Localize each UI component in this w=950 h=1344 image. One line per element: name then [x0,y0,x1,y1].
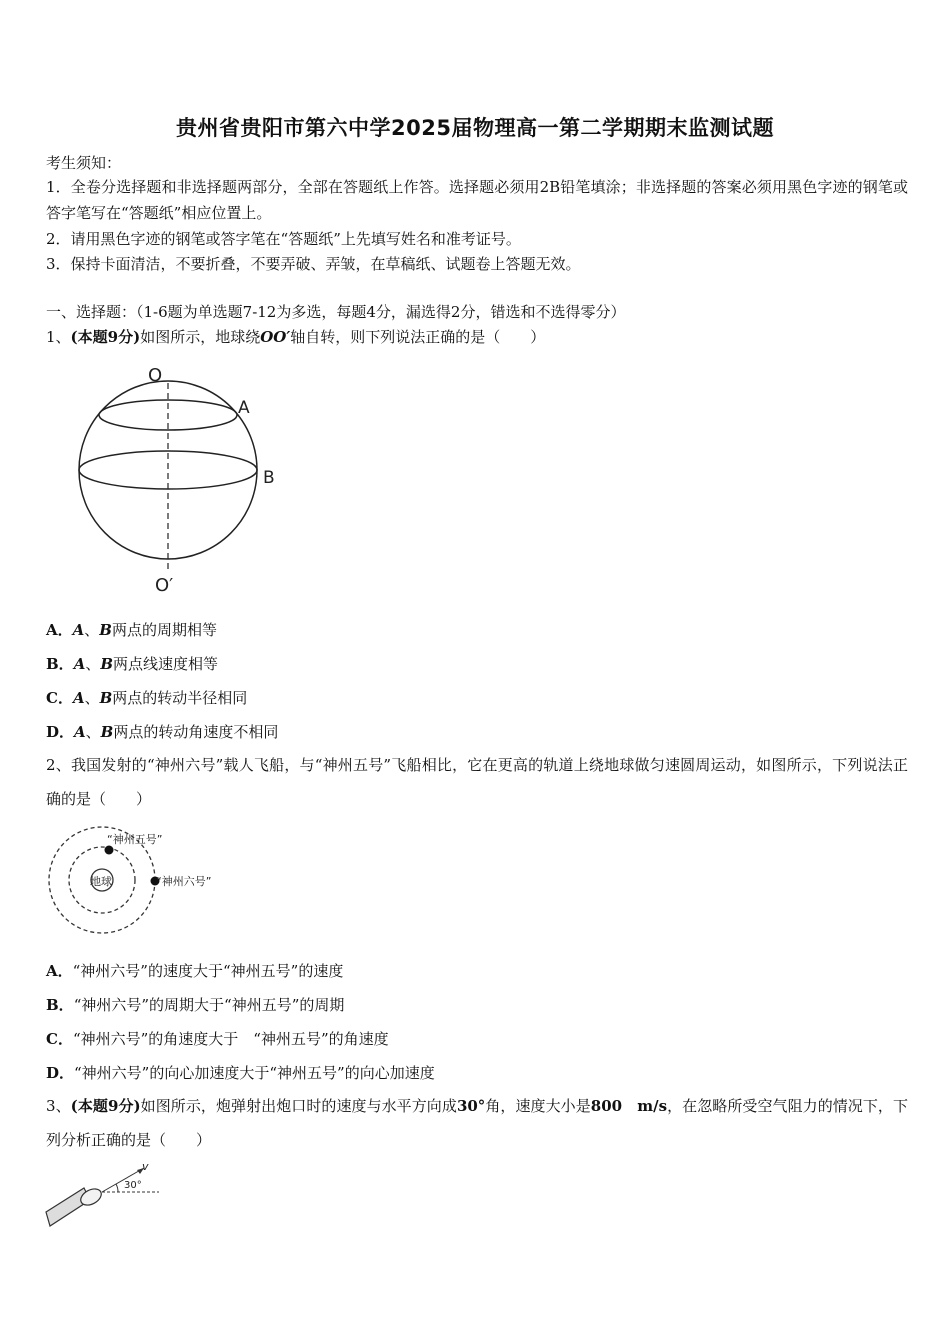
page-title: 贵州省贵阳市第六中学2025届物理高一第二学期期末监测试题 [176,116,774,140]
label-o-prime: O′ [155,575,174,596]
separator: 、 [85,655,101,673]
orbit-figure [44,823,274,938]
stem-part: ，在忽略所受空气阻力的情况下，下列分析正确的是（ ） [46,1097,908,1149]
shenzhou-5-label: “神州五号” [107,833,163,846]
angle-label: 30° [124,1180,142,1191]
section-heading: 一、选择题：（1-6题为单选题7-12为多选，每题4分，漏选得2分，错选和不选得零分） [46,303,626,321]
score-note: (本题9分) [70,328,141,346]
earth-label: 地球 [90,875,112,888]
option-text: 两点的转动角速度不相同 [113,723,279,741]
option-letter: C． [46,689,73,707]
velocity-label: v [142,1160,149,1173]
option-letter: D． [46,1064,75,1082]
option-letter: C． [46,1030,73,1048]
notice-heading: 考生须知： [46,154,122,172]
option-text: “神州六号”的角速度大于 “神州五号”的角速度 [72,1030,389,1048]
notice-item-2: 2．请用黑色字迹的钢笔或答字笔在“答题纸”上先填写姓名和准考证号。 [46,230,521,248]
option-text: “神州六号”的向心加速度大于“神州五号”的向心加速度 [74,1064,435,1082]
separator: 、 [85,723,101,741]
notice-item-1: 1．全卷分选择题和非选择题两部分，全部在答题纸上作答。选择题必须用2B铅笔填涂；非选择题的答案必须用黑色字迹的钢笔或答字笔写在“答题纸”相应位置上。 [46,178,908,222]
option-letter: B． [46,655,74,673]
option-text: 两点的转动半径相同 [112,689,248,707]
notice-item-3: 3．保持卡面清洁，不要折叠，不要弄破、弄皱，在草稿纸、试题卷上答题无效。 [46,255,581,273]
option-letter: A． [46,962,73,980]
separator: 、 [84,689,100,707]
point-label: A [72,621,85,639]
question-number: 3、 [46,1097,71,1115]
option-text: 两点线速度相等 [113,655,219,673]
score-note: (本题9分) [70,1097,141,1115]
question-3-stem [46,1089,908,1157]
point-label: A [74,723,86,741]
axis-label: OO′ [260,328,291,346]
stem-part: 轴自转，则下列说法正确的是（ ） [290,328,546,346]
separator: 、 [84,621,100,639]
q2-option-d[interactable] [46,1062,435,1083]
speed-value: 800 m/s [590,1097,668,1115]
earth-rotation-figure [60,355,300,600]
option-text: “神州六号”的周期大于“神州五号”的周期 [73,996,345,1014]
q1-option-a[interactable] [46,619,217,640]
label-b: B [263,468,275,488]
option-letter: A． [46,621,73,639]
label-o: O [148,365,163,386]
option-letter: D． [46,723,75,741]
point-label: A [72,689,85,707]
q2-option-b[interactable] [46,994,344,1015]
q2-option-a[interactable] [46,960,343,981]
shenzhou-6-label: “神州六号” [156,875,212,888]
q2-option-c[interactable] [46,1028,389,1049]
shenzhou-5-dot [105,846,114,855]
label-a: A [238,398,250,418]
point-label: B [100,723,114,741]
option-text: “神州六号”的速度大于“神州五号”的速度 [72,962,344,980]
point-label: B [99,689,113,707]
option-text: 两点的周期相等 [111,621,217,639]
question-2-stem: 2、我国发射的“神州六号”载人飞船，与“神州五号”飞船相比，它在更高的轨道上绕地球做匀速圆周运动，如图所示，下列说法正确的是（ ） [46,756,908,808]
point-label: B [99,621,112,639]
angle-value: 30° [456,1097,486,1115]
q1-option-d[interactable] [46,721,278,742]
cannon-figure [44,1160,184,1235]
stem-part: 角，速度大小是 [485,1097,591,1115]
angle-arc [116,1184,118,1192]
point-label: A [73,655,86,673]
stem-part: 如图所示，地球绕 [140,328,261,346]
stem-part: 如图所示，炮弹射出炮口时的速度与水平方向成 [140,1097,457,1115]
question-number: 1、 [46,328,71,346]
option-letter: B． [46,996,74,1014]
q1-option-c[interactable] [46,687,247,708]
q1-option-b[interactable] [46,653,218,674]
question-1-stem [46,326,545,347]
point-label: B [100,655,114,673]
